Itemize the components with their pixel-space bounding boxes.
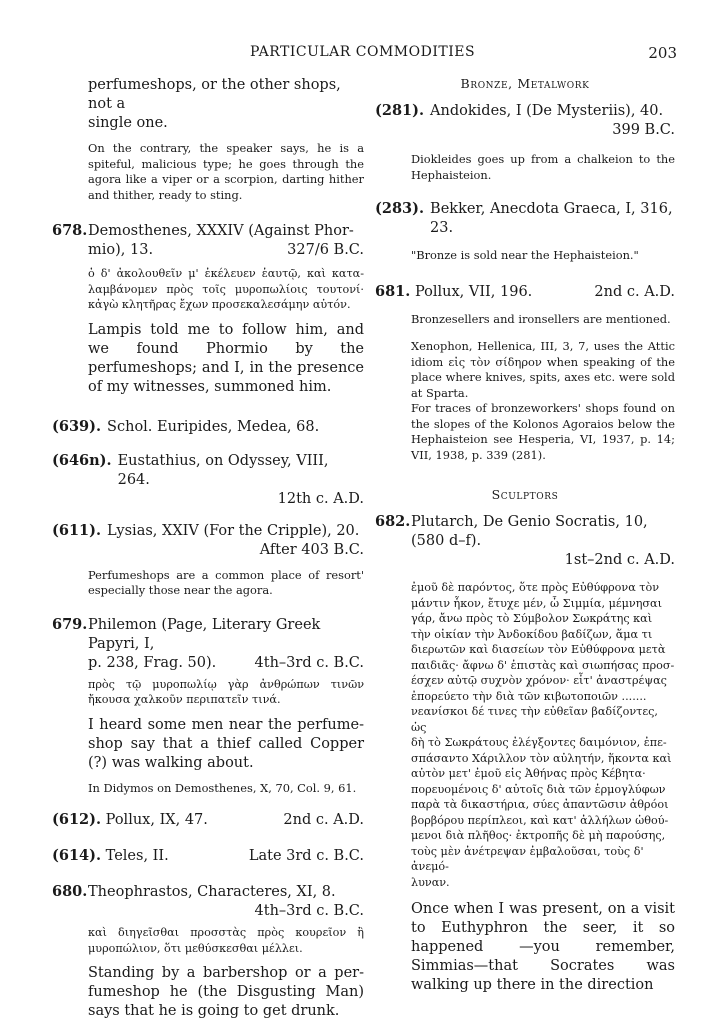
entry-680: 680. Theophrastos, Characteres, XI, 8. — [52, 883, 336, 900]
entry-678: 678. Demosthenes, XXXIV (Against Phor- mio), 13. 327/6 B.C. — [52, 222, 364, 258]
right-column — [375, 76, 675, 995]
page-number: 203 — [648, 44, 677, 62]
entry-639: (639). Schol. Euripides, Medea, 68. — [52, 417, 320, 435]
running-title: PARTICULAR COMMODITIES — [249, 44, 476, 60]
running-header — [0, 44, 725, 66]
note-681-b: Xenophon, Hellenica, III, 3, 7, uses the Attic idiom εἰς τὸν σίδηρον when speaking of the place where knives, spits, axes etc. were sold at Sparta. — [411, 339, 675, 400]
note-679: In Didymos on Demosthenes, X, 70, Col. 9, 61. — [88, 780, 357, 795]
note-283: "Bronze is sold near the Hephaisteion." — [411, 248, 639, 262]
continued-note: On the contrary, the speaker says, he is a spiteful, malicious type; he goes through the agora like a viper or a scorpion, darting hither and thither, ready to sting. — [88, 141, 364, 202]
entry-614: (614). Teles, II. Late 3rd c. B.C. — [52, 847, 364, 864]
translation-679: I heard some men near the perfumeshop say that a thief called Copper (?) was walking about. — [88, 716, 364, 771]
date-646n: 12th c. A.D. — [277, 490, 364, 507]
note-611: Perfumeshops are a common place of resort' especially those near the agora. — [88, 567, 364, 597]
section-bronze-metalwork: Bronze, Metalwork — [460, 76, 590, 91]
greek-quote-680: καὶ διηγεῖσθαι προσστὰς πρὸς κουρεῖον ἢ μυροπώλιον, ὅτι μεθύσκεσθαι μέλλει. — [88, 926, 364, 955]
translation-682: Once when I was present, on a visit to Euthyphron the seer, it so happened —you remember, Simmias—that Socrates was walking up there in the direction — [411, 901, 675, 993]
entry-679: 679. Philemon (Page, Literary Greek Papyri, I, p. 238, Frag. 50). 4th–3rd c. B.C. — [52, 615, 364, 671]
note-681-a: Bronzesellers and ironsellers are mentioned. — [411, 311, 671, 326]
date-682: 1st–2nd c. A.D. — [564, 552, 675, 568]
entry-646n: (646n). Eustathius, on Odyssey, VIII, 264. — [52, 451, 329, 488]
entry-678-source: Demosthenes, XXXIV (Against Phor- — [88, 223, 354, 239]
date-281: 399 B.C. — [612, 122, 675, 138]
greek-quote-682: ἐμοῦ δὲ παρόντος, ὅτε πρὸς Εὐθύφρονα τὸν μάντιν ἧκον, ἔτυχε μέν, ὦ Σιμμία, μέμνησαι γάρ, ἄνω πρὸς τὸ Σύμβολον Σωκράτης καὶ τὴν οἰκίαν τὴν Ἀνδοκίδου βαδίζων, ἅμα τι διερωτῶν καὶ διασείων τὸν Εὐθύφρονα μετὰ παιδιᾶς· ἄφνω δ' ἐπιστὰς καὶ σιωπήσας προσ- έσχεν αὐτῷ συχνὸν χρόνον· εἶτ' ἀναστρέψας ἐπορεύετο τὴν διὰ τῶν κιβωτοποιῶν ....... νεανίσκοι δέ τινες τὴν εὐθεῖαν βαδίζοντες, ὡς δὴ τὸ Σωκράτους ἐλέγξοντες δαιμόνιον, ἐπε- σπάσαντο Χάριλλον τὸν αὐλητήν, ἥκοντα καὶ αὐτὸν μετ' ἐμοῦ εἰς Ἀθήνας πρὸς Κέβητα· πορευομένοις δ' αὐτοῖς διὰ τῶν ἑρμογλύφων παρὰ τὰ δικαστήρια, σύες ἀπαντῶσιν ἀθρόοι βορβόρου περίπλεοι, καὶ κατ' ἀλλήλων ὠθού- μενοι διὰ πλῆθος· ἐκτροπῆς δὲ μὴ παρούσης, τοὺς μὲν ἀνέτρεψαν ἐμβαλοῦσαι, τοὺς δ' ἀνεμό- λυναν. — [411, 581, 675, 889]
greek-quote-679: πρὸς τῷ μυροπωλίῳ γὰρ ἀνθρώπων τινῶν ἤκουσα χαλκοῦν περιπατεῖν τινά. — [88, 677, 364, 706]
greek-quote-678: ὁ δ' ἀκολουθεῖν μ' ἐκέλευεν ἑαυτῷ, καὶ καταλαμβάνομεν πρὸς τοῖς μυροπωλίοις τουτονί· κἀγὼ κλητῆρας ἔχων προσεκαλεσάμην αὐτόν. — [88, 267, 364, 311]
entry-682: 682. Plutarch, De Genio Socratis, 10, (580 d–f). — [375, 513, 648, 549]
entry-611: (611). Lysias, XXIV (For the Cripple), 20. — [52, 521, 360, 539]
entry-681: 681. Pollux, VII, 196. 2nd c. A.D. — [375, 282, 675, 300]
entry-283: (283). Bekker, Anecdota Graeca, I, 316, 23. — [375, 200, 673, 236]
note-681-c: For traces of bronzeworkers' shops found on the slopes of the Kolonos Agoraios below the Hephaisteion see Hesperia, VI, 1937, p. 14; VII, 1938, p. 339 (281). — [411, 401, 675, 462]
note-281: Diokleides goes up from a chalkeion to the Hephaisteion. — [411, 152, 675, 182]
entry-281: (281). Andokides, I (De Mysteriis), 40. — [375, 102, 664, 119]
left-column — [52, 76, 364, 1021]
date-680: 4th–3rd c. B.C. — [254, 903, 364, 919]
continued-text: perfumeshops, or the other shops, not a single one. — [88, 77, 341, 131]
translation-678: Lampis told me to follow him, and we found Phormio by the perfumeshops; and I, in the presence of my witnesses, summoned him. — [88, 321, 364, 395]
date-611: After 403 B.C. — [259, 541, 364, 558]
section-sculptors: Sculptors — [491, 487, 559, 502]
translation-680: Standing by a barbershop or a perfumeshop he (the Disgusting Man) says that he is going to get drunk. — [88, 965, 364, 1019]
entry-612: (612). Pollux, IX, 47. 2nd c. A.D. — [52, 811, 364, 828]
